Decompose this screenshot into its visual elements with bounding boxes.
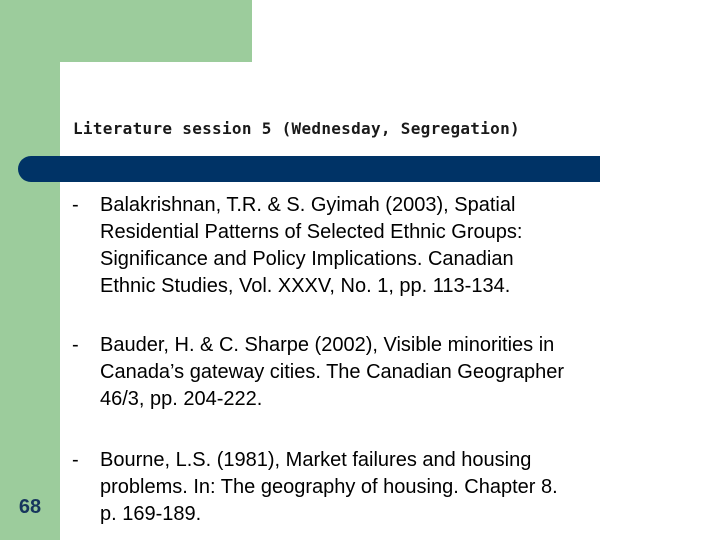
title-underline-bar: [18, 156, 600, 182]
slide-title: Literature session 5 (Wednesday, Segregation): [73, 119, 520, 138]
slide-number: 68: [18, 496, 42, 518]
reference-text: Balakrishnan, T.R. & S. Gyimah (2003), Spatial Residential Patterns of Selected Ethnic Groups: Significance and Policy Implications. Canadian Ethnic Studies, Vol. XXXV, No. 1, pp. 113-134.: [100, 194, 523, 297]
reference-text: Bourne, L.S. (1981), Market failures and housing problems. In: The geography of housing. Chapter 8. p. 169-189.: [100, 449, 558, 525]
top-accent-block: [0, 0, 252, 62]
reference-bullet: -: [72, 449, 79, 471]
reference-bullet: -: [72, 334, 79, 356]
reference-bullet: -: [72, 194, 79, 216]
reference-text: Bauder, H. & C. Sharpe (2002), Visible minorities in Canada’s gateway cities. The Canadian Geographer 46/3, pp. 204-222.: [100, 334, 565, 410]
left-accent-column: [0, 0, 60, 540]
rounded-corner-decoration: [60, 62, 120, 122]
